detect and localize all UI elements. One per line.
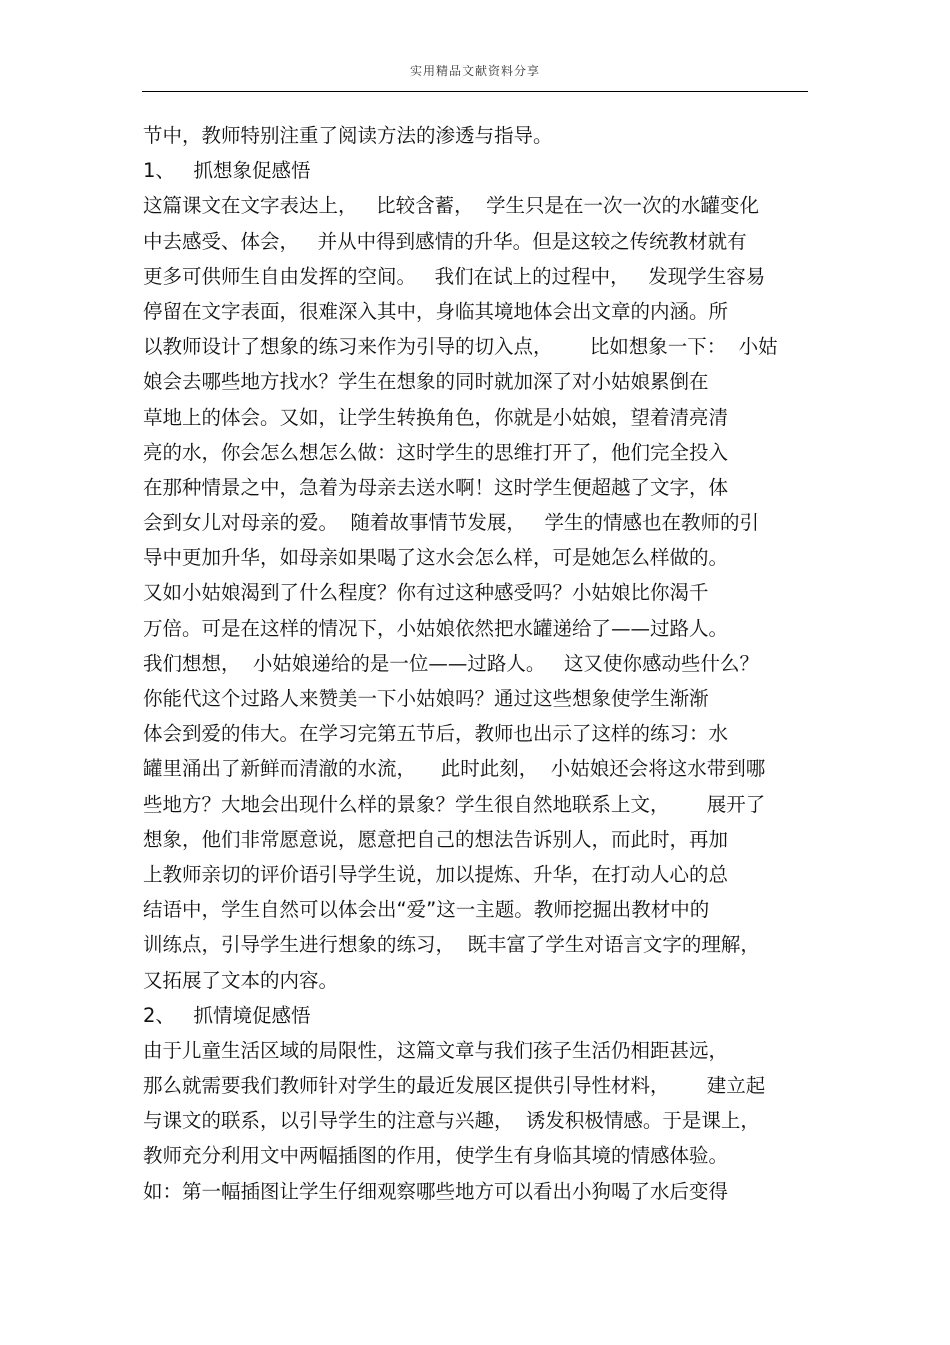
text-line: 训练点，引导学生进行想象的练习， 既丰富了学生对语言文字的理解， <box>143 933 760 957</box>
text-line: 在那种情景之中，急着为母亲去送水啊！这时学生便超越了文字，体 <box>143 475 729 499</box>
text-line: 想象，他们非常愿意说，愿意把自己的想法告诉别人，而此时，再加 <box>143 827 729 851</box>
header-divider <box>142 91 808 92</box>
text-line: 与课文的联系，以引导学生的注意与兴趣， 诱发积极情感。于是课上， <box>143 1109 760 1133</box>
text-line: 我们想想， 小姑娘递给的是一位——过路人。 这又使你感动些什么？ <box>143 651 759 675</box>
text-line: 些地方？大地会出现什么样的景象？学生很自然地联系上文， 展开了 <box>143 792 766 816</box>
text-line: 这篇课文在文字表达上， 比较含蓄， 学生只是在一次一次的水罐变化 <box>143 194 759 218</box>
text-line: 导中更加升华，如母亲如果喝了这水会怎么样，可是她怎么样做的。 <box>143 546 729 570</box>
text-line: 如：第一幅插图让学生仔细观察哪些地方可以看出小狗喝了水后变得 <box>143 1179 729 1203</box>
text-line: 以教师设计了想象的练习来作为引导的切入点， 比如想象一下： 小姑 <box>143 335 778 359</box>
body-text <box>143 118 823 1209</box>
text-line: 又如小姑娘渴到了什么程度？你有过这种感受吗？小姑娘比你渴千 <box>143 581 709 605</box>
text-line: 1、 抓想象促感悟 <box>143 159 311 183</box>
text-line: 亮的水，你会怎么想怎么做：这时学生的思维打开了，他们完全投入 <box>143 440 729 464</box>
text-line: 上教师亲切的评价语引导学生说，加以提炼、升华，在打动人心的总 <box>143 862 729 886</box>
text-line: 那么就需要我们教师针对学生的最近发展区提供引导性材料， 建立起 <box>143 1074 766 1098</box>
text-line: 节中，教师特别注重了阅读方法的渗透与指导。 <box>143 124 553 147</box>
text-line: 娘会去哪些地方找水？学生在想象的同时就加深了对小姑娘累倒在 <box>143 370 709 394</box>
text-line: 2、 抓情境促感悟 <box>143 1003 311 1027</box>
text-line: 由于儿童生活区域的局限性，这篇文章与我们孩子生活仍相距甚远， <box>143 1038 729 1062</box>
text-line: 草地上的体会。又如，让学生转换角色，你就是小姑娘，望着清亮清 <box>143 405 729 429</box>
text-line: 结语中，学生自然可以体会出“爱”这一主题。教师挖掘出教材中的 <box>143 898 710 922</box>
text-line: 停留在文字表面，很难深入其中，身临其境地体会出文章的内涵。所 <box>143 299 729 323</box>
text-line: 又拓展了文本的内容。 <box>143 968 339 992</box>
text-line: 万倍。可是在这样的情况下，小姑娘依然把水罐递给了——过路人。 <box>143 616 729 640</box>
text-line: 体会到爱的伟大。在学习完第五节后，教师也出示了这样的练习：水 <box>143 722 729 746</box>
text-line: 教师充分利用文中两幅插图的作用，使学生有身临其境的情感体验。 <box>143 1144 729 1168</box>
text-line: 更多可供师生自由发挥的空间。 我们在试上的过程中， 发现学生容易 <box>143 264 766 288</box>
page-header-title: 实用精品文献资料分享 <box>409 64 540 78</box>
text-line: 你能代这个过路人来赞美一下小姑娘吗？通过这些想象使学生渐渐 <box>143 687 709 710</box>
text-line: 中去感受、体会， 并从中得到感情的升华。但是这较之传统教材就有 <box>143 229 747 253</box>
text-line: 会到女儿对母亲的爱。 随着故事情节发展， 学生的情感也在教师的引 <box>143 511 759 535</box>
text-line: 罐里涌出了新鲜而清澈的水流， 此时此刻， 小姑娘还会将这水带到哪 <box>143 757 766 781</box>
